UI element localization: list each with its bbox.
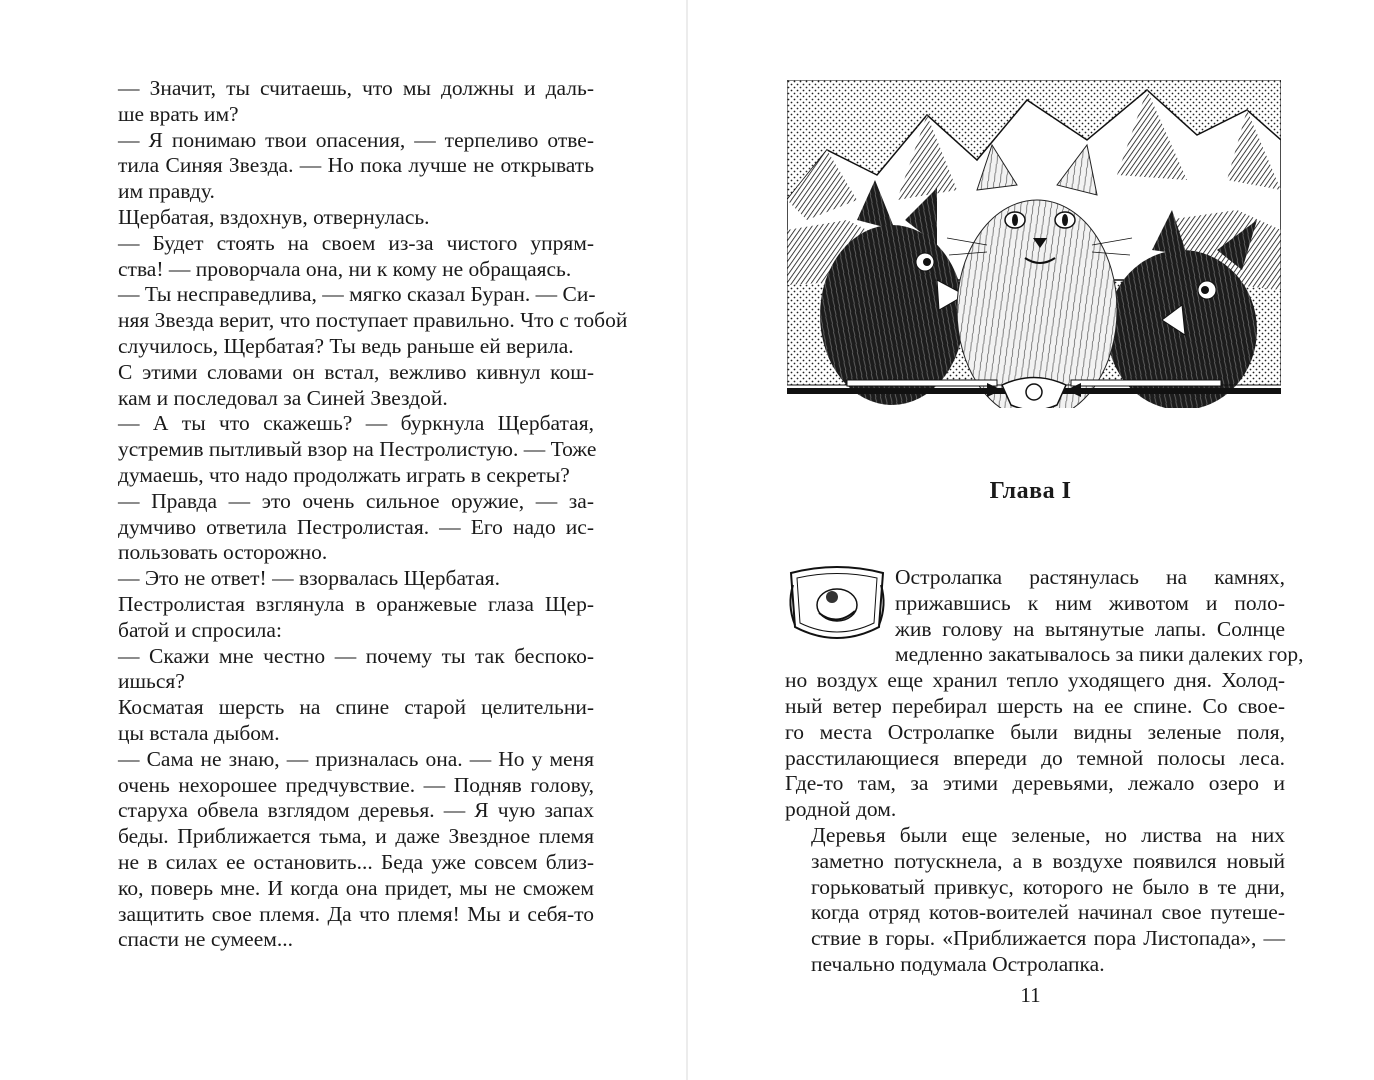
text-line: прижавшись к ним животом и поло-	[895, 590, 1285, 615]
text-line: ше врать им?	[118, 101, 239, 126]
text-line: не в силах ее остановить... Беда уже совсем близ-	[118, 849, 594, 874]
text-line: — Правда — это очень сильное оружие, — за-	[118, 488, 594, 513]
text-line: — Будет стоять на своем из-за чистого упрям-	[118, 230, 594, 255]
text-line: жив голову на вытянутые лапы. Солнце	[895, 616, 1285, 641]
text-line: защитить свое племя. Да что племя! Мы и себя-то	[118, 901, 594, 926]
text-line: го места Остролапке были видны зеленые поля,	[785, 719, 1285, 744]
text-line: — Это не ответ! — взорвалась Щербатая.	[118, 566, 500, 591]
text-line: ный ветер перебирал шерсть на ее спине. Со свое-	[785, 693, 1285, 718]
left-page-text	[92, 76, 628, 953]
chapter-title: Глава I	[989, 478, 1072, 504]
paragraph	[92, 205, 594, 231]
text-line: думаешь, что надо продолжать играть в секреты?	[118, 462, 570, 487]
paragraph	[92, 592, 594, 644]
text-line: беды. Приближается тьма, и даже Звездное племя	[118, 824, 594, 849]
paragraph	[92, 695, 594, 747]
text-line: Пестролистая взглянула в оранжевые глаза Щер-	[118, 591, 594, 616]
text-line: очень нехорошее предчувствие. — Подняв голову,	[118, 772, 594, 797]
chapter-illustration	[787, 80, 1281, 408]
paragraph	[92, 644, 594, 696]
text-line: заметно потускнела, а в воздухе появился новый	[811, 848, 1285, 873]
text-line: няя Звезда верит, что поступает правильно. Что с тобой	[118, 308, 628, 333]
decorative-initial-emblem	[785, 565, 889, 647]
text-line: — Ты несправедлива, — мягко сказал Буран. — Си-	[118, 282, 596, 307]
text-line: горьковатый привкус, которого не было в те дни,	[811, 874, 1285, 899]
text-line: — А ты что скажешь? — буркнула Щербатая,	[118, 411, 594, 436]
paragraph	[92, 747, 594, 953]
right-page-text	[785, 565, 1304, 978]
text-line: когда отряд котов-воителей начинал свое путеше-	[811, 900, 1285, 925]
text-line: печально подумала Остролапка.	[811, 951, 1105, 976]
text-line: родной дом.	[785, 797, 897, 822]
text-line: — Я понимаю твои опасения, — терпеливо отве-	[118, 127, 594, 152]
right-page	[687, 0, 1374, 1080]
text-line: Остролапка растянулась на камнях,	[895, 565, 1285, 589]
text-line: тила Синяя Звезда. — Но пока лучше не открывать	[118, 153, 594, 178]
text-line: С этими словами он встал, вежливо кивнул кош-	[118, 359, 594, 384]
text-line: им правду.	[118, 179, 215, 204]
paragraph	[92, 128, 594, 205]
text-line: кам и последовал за Синей Звездой.	[118, 385, 448, 410]
text-line: ко, поверь мне. И когда она придет, мы не сможем	[118, 875, 594, 900]
text-line: спасти не сумеем...	[118, 927, 293, 952]
text-line: — Сама не знаю, — призналась она. — Но у меня	[118, 746, 594, 771]
text-line: ствие в горы. «Приближается пора Листопада», —	[811, 926, 1285, 951]
text-line: батой и спросила:	[118, 617, 282, 642]
paragraph	[92, 282, 628, 359]
text-line: расстилающиеся впереди до темной полосы леса.	[785, 745, 1285, 770]
text-line: Косматая шерсть на спине старой целительни-	[118, 695, 594, 720]
text-line: старуха обвела взглядом деревья. — Я чую запах	[118, 798, 594, 823]
text-line: Деревья были еще зеленые, но листва на них	[811, 822, 1285, 847]
text-line: Где-то там, за этими деревьями, лежало озеро и	[785, 771, 1285, 796]
text-line: устремив пытливый взор на Пестролистую. — Тоже	[118, 437, 597, 462]
text-line: думчиво ответила Пестролистая. — Его надо ис-	[118, 514, 594, 539]
paragraph	[92, 566, 594, 592]
paragraph	[92, 360, 594, 412]
page-number: 11	[1020, 983, 1041, 1007]
text-line: пользовать осторожно.	[118, 540, 328, 565]
paragraph	[92, 76, 594, 128]
paragraph	[92, 231, 594, 283]
text-line: цы встала дыбом.	[118, 720, 280, 745]
text-line: — Значит, ты считаешь, что мы должны и даль-	[118, 76, 594, 100]
paragraph	[92, 489, 594, 566]
text-line: Щербатая, вздохнув, отвернулась.	[118, 204, 430, 229]
paragraph	[92, 411, 597, 488]
text-line: ишься?	[118, 669, 185, 694]
text-line: ства! — проворчала она, ни к кому не обращаясь.	[118, 256, 572, 281]
text-line: — Скажи мне честно — почему ты так беспоко-	[118, 643, 594, 668]
cats-mountains-illustration	[787, 80, 1281, 408]
text-line: но воздух еще хранил тепло уходящего дня. Холод-	[785, 668, 1285, 693]
text-line: медленно закатывалось за пики далеких гор,	[895, 642, 1304, 667]
paragraph	[785, 823, 1285, 978]
text-line: случилось, Щербатая? Ты ведь раньше ей верила.	[118, 333, 574, 358]
